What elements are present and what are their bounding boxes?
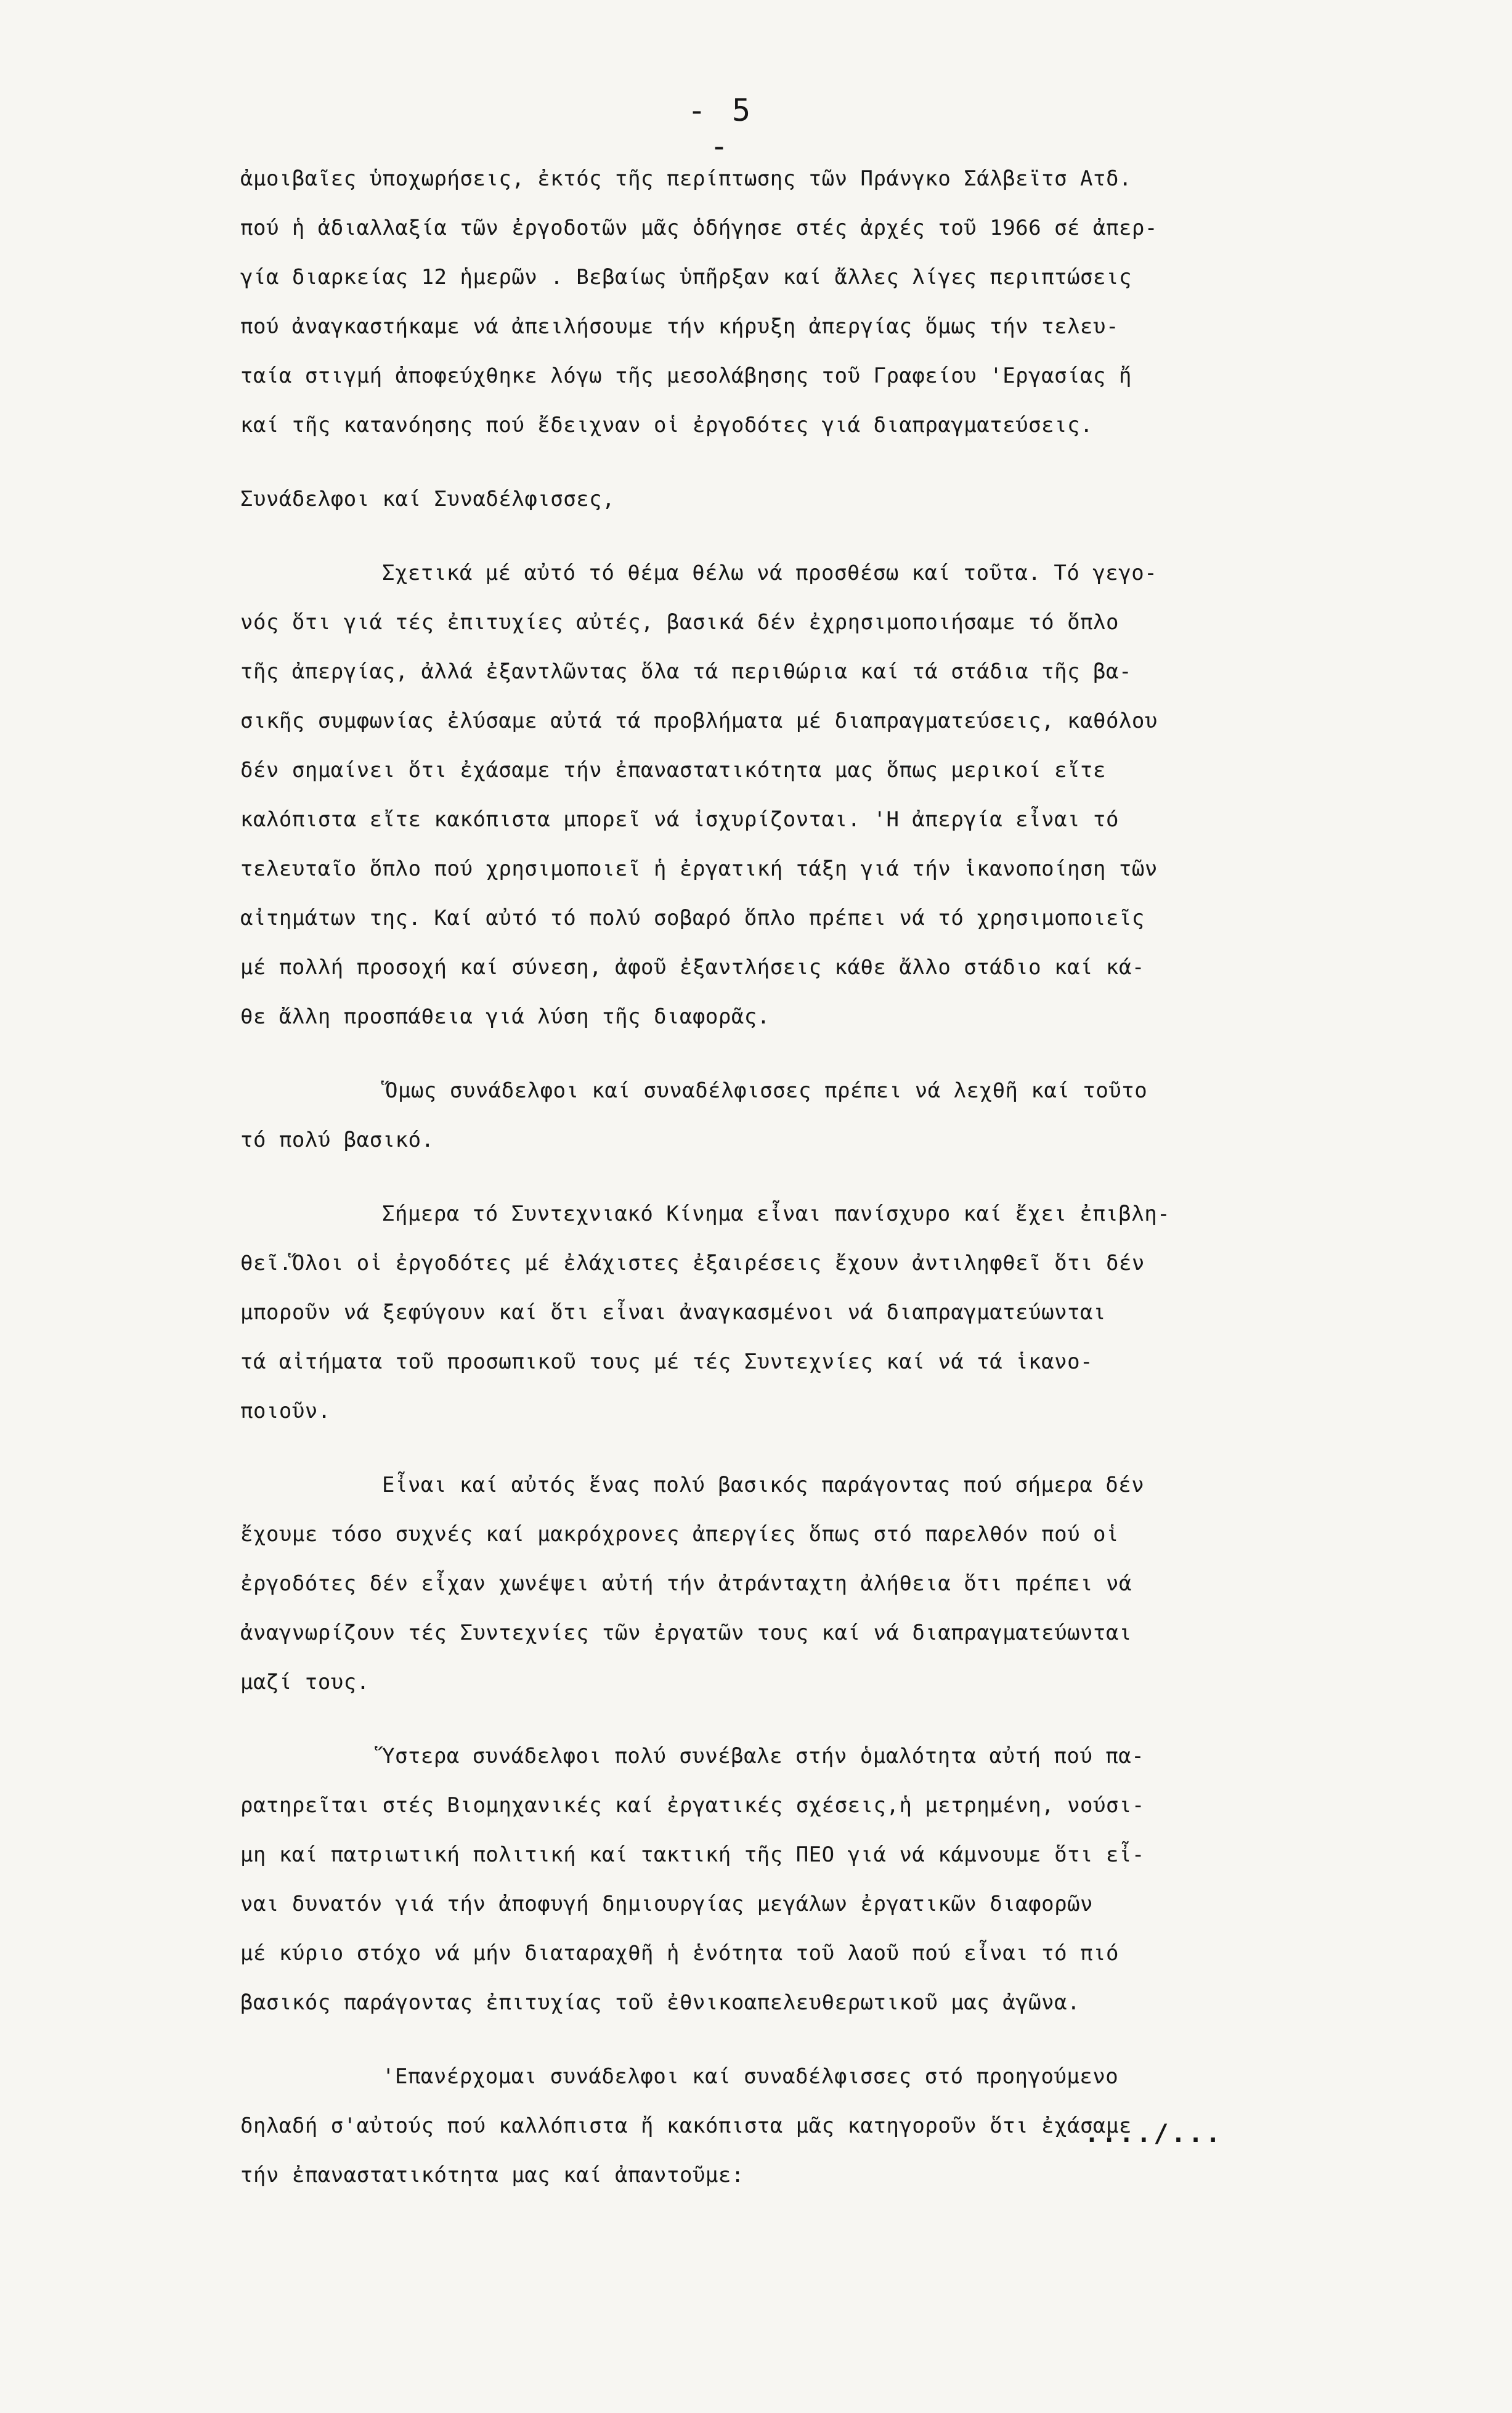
text-line: θεῖ.Ὅλοι οἱ ἐργοδότες μέ ἐλάχιστες ἐξαιρέσεις ἔχουν ἀντιληφθεῖ ὅτι δέν <box>240 1251 1145 1276</box>
text-line: γία διαρκείας 12 ἡμερῶν . Βεβαίως ὑπῆρξαν καί ἄλλες λίγες περιπτώσεις <box>240 265 1132 290</box>
text-line: ρατηρεῖται στές Βιομηχανικές καί ἐργατικές σχέσεις,ἡ μετρημένη, νούσι- <box>240 1793 1145 1818</box>
text-line: τό πολύ βασικό. <box>240 1128 434 1152</box>
text-line: τά αἰτήματα τοῦ προσωπικοῦ τους μέ τές Συντεχνίες καί νά τά ἱκανο- <box>240 1349 1094 1374</box>
text-line: μποροῦν νά ξεφύγουν καί ὅτι εἶναι ἀναγκασμένοι νά διαπραγματεύωνται <box>240 1300 1106 1325</box>
text-line: αἰτημάτων της. Καί αὐτό τό πολύ σοβαρό ὅπλο πρέπει νά τό χρησιμοποιεῖς <box>240 906 1145 930</box>
text-line: ἀναγνωρίζουν τές Συντεχνίες τῶν ἐργατῶν τους καί νά διαπραγματεύωνται <box>240 1621 1132 1645</box>
paragraph <box>240 1066 1411 1165</box>
text-line: δηλαδή σ'αὐτούς πού καλλόπιστα ἤ κακόπιστα μᾶς κατηγοροῦν ὅτι ἐχάσαμε <box>240 2114 1132 2138</box>
paragraph <box>240 1189 1411 1436</box>
text-line: Συνάδελφοι καί Συναδέλφισσες, <box>240 487 616 511</box>
text-line: σικῆς συμφωνίας ἐλύσαμε αὐτά τά προβλήματα μέ διαπραγματεύσεις, καθόλου <box>240 709 1158 733</box>
paragraph <box>240 154 1411 450</box>
text-line: μέ κύριο στόχο νά μήν διαταραχθῆ ἡ ἑνότητα τοῦ λαοῦ πού εἶναι τό πιό <box>240 1941 1119 1966</box>
paragraph <box>240 2052 1411 2200</box>
salutation <box>240 474 1411 524</box>
text-line: Ὅμως συνάδελφοι καί συναδέλφισσες πρέπει νά λεχθῆ καί τοῦτο <box>385 1078 1148 1103</box>
text-line: καί τῆς κατανόησης πού ἔδειχναν οἱ ἐργοδότες γιά διαπραγματεύσεις. <box>240 413 1094 437</box>
text-line: νός ὅτι γιά τές ἐπιτυχίες αὐτές, βασικά δέν ἐχρησιμοποιήσαμε τό ὅπλο <box>240 610 1119 635</box>
text-line: τῆς ἀπεργίας, ἀλλά ἐξαντλῶντας ὅλα τά περιθώρια καί τά στάδια τῆς βα- <box>240 659 1132 684</box>
continuation-mark: ..../... <box>1084 2120 1223 2148</box>
text-line: Σήμερα τό Συντεχνιακό Κίνημα εἶναι πανίσχυρο καί ἔχει ἐπιβλη- <box>382 1202 1171 1226</box>
text-line: Ὕστερα συνάδελφοι πολύ συνέβαλε στήν ὁμαλότητα αὐτή πού πα- <box>382 1744 1145 1768</box>
text-line: ἐργοδότες δέν εἶχαν χωνέψει αὐτή τήν ἀτράνταχτη ἀλήθεια ὅτι πρέπει νά <box>240 1571 1132 1596</box>
text-line: μη καί πατριωτική πολιτική καί τακτική τῆς ΠΕΟ γιά νά κάμνουμε ὅτι εἶ- <box>240 1842 1145 1867</box>
text-line: πού ἡ ἀδιαλλαξία τῶν ἐργοδοτῶν μᾶς ὁδήγησε στές ἀρχές τοῦ 1966 σέ ἀπερ- <box>240 216 1158 240</box>
text-line: καλόπιστα εἴτε κακόπιστα μπορεῖ νά ἰσχυρίζονται. 'Η ἀπεργία εἶναι τό <box>240 807 1119 832</box>
text-line: θε ἄλλη προσπάθεια γιά λύση τῆς διαφορᾶς. <box>240 1004 770 1029</box>
text-line: βασικός παράγοντας ἐπιτυχίας τοῦ ἐθνικοαπελευθερωτικοῦ μας ἀγῶνα. <box>240 1990 1081 2015</box>
text-line: τήν ἐπαναστατικότητα μας καί ἀπαντοῦμε: <box>240 2163 744 2187</box>
text-line: μαζί τους. <box>240 1670 370 1695</box>
text-line: μέ πολλή προσοχή καί σύνεση, ἀφοῦ ἐξαντλήσεις κάθε ἄλλο στάδιο καί κά- <box>240 955 1145 980</box>
text-line: 'Επανέρχομαι συνάδελφοι καί συναδέλφισσες στό προηγούμενο <box>382 2064 1119 2089</box>
paragraph <box>240 1731 1411 2027</box>
text-line: ταία στιγμή ἀποφεύχθηκε λόγω τῆς μεσολάβησης τοῦ Γραφείου 'Εργασίας ἤ <box>240 364 1132 388</box>
page-number: - 5 - <box>687 92 755 164</box>
paragraph <box>240 548 1411 1041</box>
text-line: ἔχουμε τόσο συχνές καί μακρόχρονες ἀπεργίες ὅπως στό παρελθόν πού οἱ <box>240 1522 1119 1547</box>
text-line: ποιοῦν. <box>240 1399 331 1423</box>
document-body <box>240 154 1411 2200</box>
text-line: πού ἀναγκαστήκαμε νά ἀπειλήσουμε τήν κήρυξη ἀπεργίας ὅμως τήν τελευ- <box>240 314 1119 339</box>
text-line: Σχετικά μέ αὐτό τό θέμα θέλω νά προσθέσω καί τοῦτα. Τό γεγο- <box>382 561 1158 585</box>
text-line: Εἶναι καί αὐτός ἕνας πολύ βασικός παράγοντας πού σήμερα δέν <box>382 1473 1145 1497</box>
text-line: ἀμοιβαῖες ὑποχωρήσεις, ἐκτός τῆς περίπτωσης τῶν Πράνγκο Σάλβεϊτσ Ατδ. <box>240 166 1132 191</box>
text-line: τελευταῖο ὅπλο πού χρησιμοποιεῖ ἡ ἐργατική τάξη γιά τήν ἱκανοποίηση τῶν <box>240 857 1158 881</box>
text-line: δέν σημαίνει ὅτι ἐχάσαμε τήν ἐπαναστατικότητα μας ὅπως μερικοί εἴτε <box>240 758 1106 783</box>
paragraph <box>240 1460 1411 1707</box>
text-line: ναι δυνατόν γιά τήν ἀποφυγή δημιουργίας μεγάλων ἐργατικῶν διαφορῶν <box>240 1892 1094 1916</box>
